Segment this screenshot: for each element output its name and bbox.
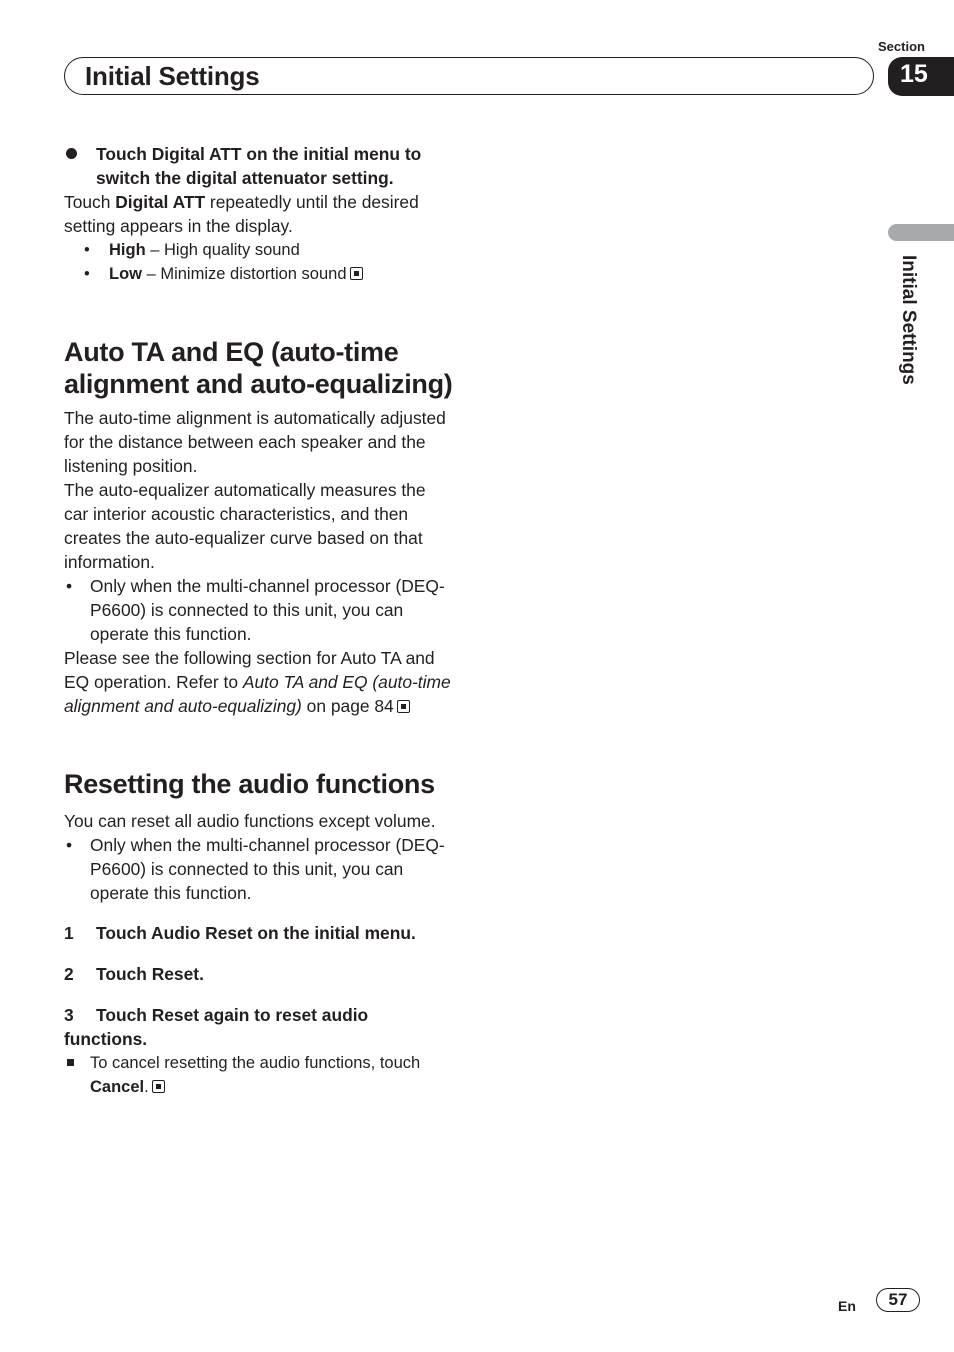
step-text: Touch Reset again to reset audio functions. [64,1005,369,1049]
step-number: 1 [64,923,74,943]
cancel-note [64,1051,454,1099]
auto-ta-notes [64,574,454,646]
option-name: High [109,241,146,259]
digital-att-term: Digital ATT [115,192,206,212]
auto-ta-paragraph [64,646,454,718]
auto-ta-paragraph: The auto-time alignment is automatically adjusted for the distance between each speaker and the listening position. [64,408,446,476]
option-desc: – High quality sound [145,241,300,259]
body-text: Please see the following section for Auto TA and EQ operation. Refer to [64,648,435,692]
step-text: Touch Audio Reset on the initial menu. [96,923,416,943]
body-text: . [144,1078,149,1096]
list-item [64,262,454,286]
step-2 [64,962,454,986]
reset-paragraph: You can reset all audio functions except volume. [64,811,436,831]
side-section-label: Initial Settings [898,255,919,385]
cross-reference-link[interactable]: Auto TA and EQ (auto-time alignment and auto-equalizing) [64,672,451,716]
step-text: Touch Reset. [96,964,204,984]
digital-att-options [64,238,454,286]
option-desc: – Minimize distortion sound [142,265,347,283]
body-text: Touch [64,192,116,212]
body-text: To cancel resetting the audio functions, touch [90,1054,421,1072]
body-text: on page 84 [301,696,394,716]
page-title: Initial Settings [85,61,260,91]
step-number: 3 [64,1005,74,1025]
auto-ta-paragraph: The auto-equalizer automatically measures the car interior acoustic characteristics, and then creates the auto-equalizer curve based on that information. [64,480,426,572]
section-label: Section [878,39,925,54]
end-mark-icon [350,267,363,280]
digital-att-body [64,190,454,238]
side-tab-marker [888,224,954,241]
end-mark-icon [397,700,410,713]
digital-att-heading: Touch Digital ATT on the initial menu to switch the digital attenuator setting. [64,142,454,190]
reset-notes [64,833,454,905]
header-bar [64,57,874,95]
option-name: Low [109,265,142,283]
auto-ta-heading: Auto TA and EQ (auto-time alignment and auto-equalizing) [64,337,453,399]
section-number-badge: 15 [888,57,954,96]
list-item: • Only when the multi-channel processor (DEQ-P6600) is connected to this unit, you can operate this function. [64,833,454,905]
end-mark-icon [152,1080,165,1093]
step-1 [64,921,454,945]
page-number-badge: 57 [876,1288,920,1312]
step-3 [64,1003,454,1051]
footer-language: En [838,1298,856,1314]
main-content [64,142,454,1099]
step-number: 2 [64,964,74,984]
reset-heading: Resetting the audio functions [64,769,435,799]
body-text: repeatedly until the desired setting appears in the display. [64,192,419,236]
list-item [64,238,454,262]
list-item: • Only when the multi-channel processor (DEQ-P6600) is connected to this unit, you can operate this function. [64,574,454,646]
cancel-term: Cancel [90,1078,145,1096]
